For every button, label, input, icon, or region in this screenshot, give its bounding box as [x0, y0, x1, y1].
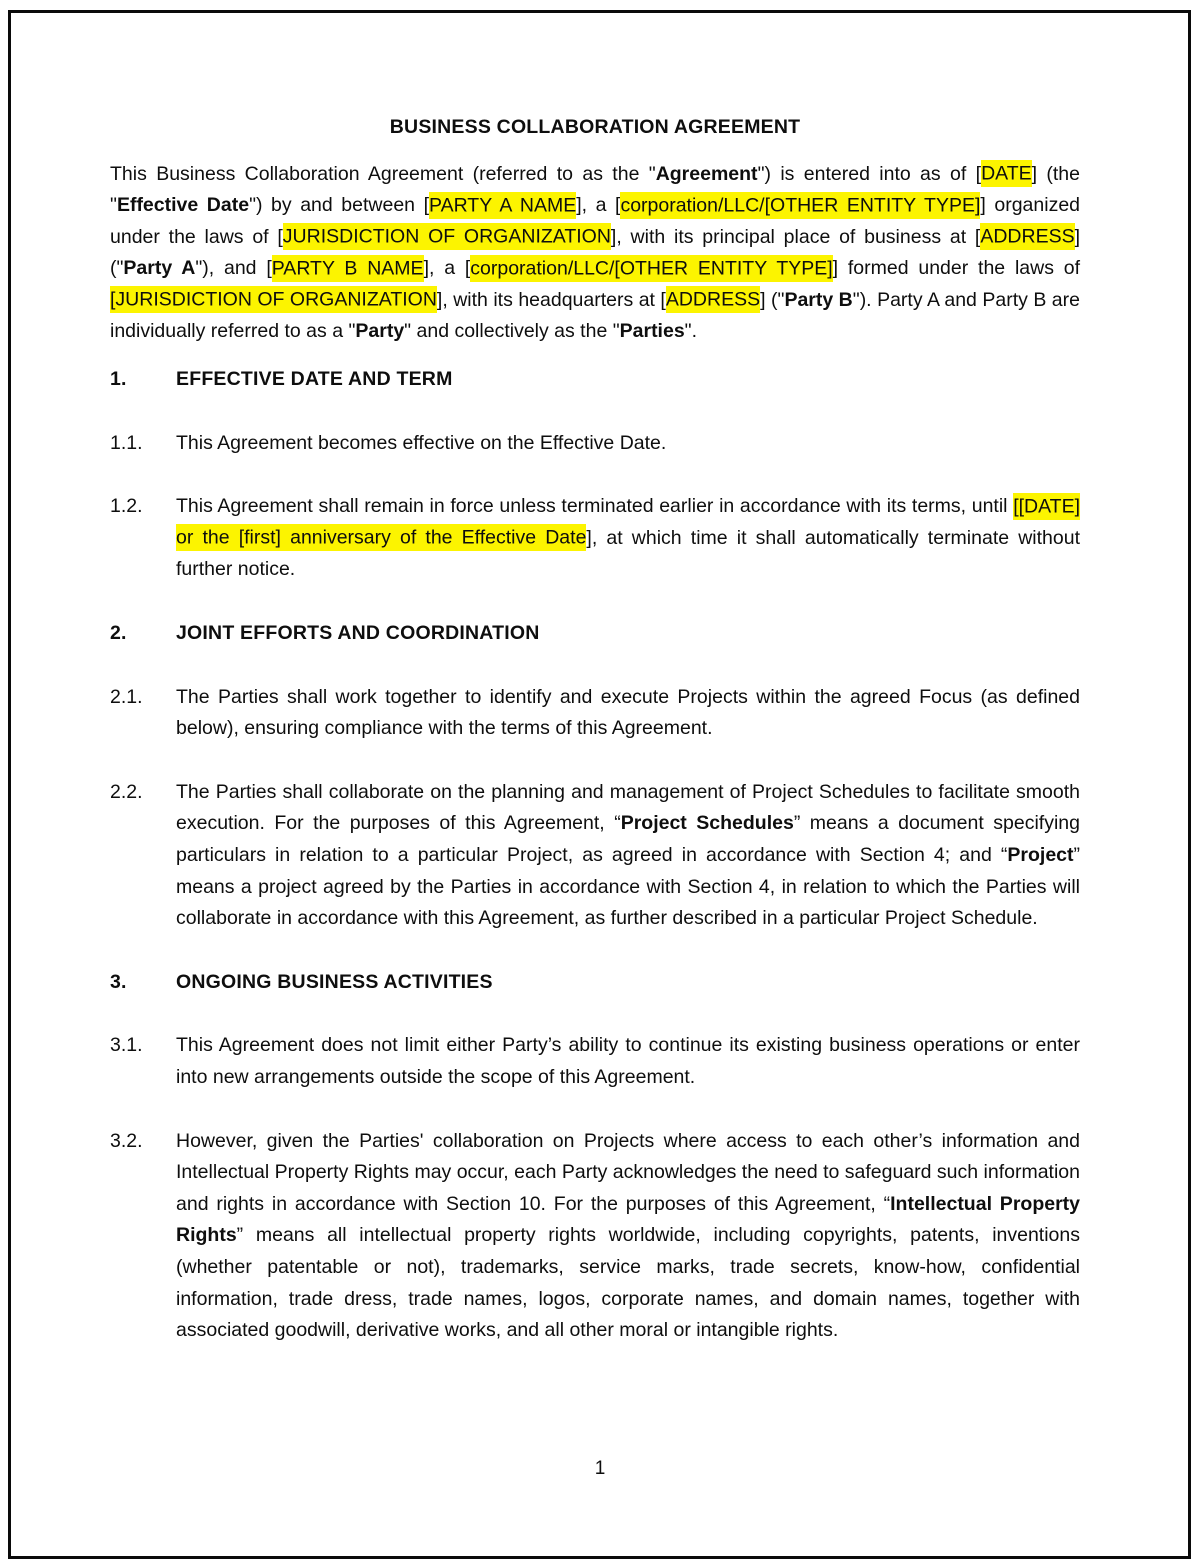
section-heading: JOINT EFFORTS AND COORDINATION: [176, 622, 540, 645]
clause-text: [176, 1030, 1080, 1093]
defined-term: Project: [1007, 844, 1074, 866]
clause-number: 1.2.: [110, 495, 143, 518]
text-run: ] formed under the laws of: [832, 257, 1081, 280]
section-number: 2.: [110, 622, 127, 645]
section-heading: ONGOING BUSINESS ACTIVITIES: [176, 970, 493, 993]
defined-term: Effective Date: [116, 194, 250, 217]
clause-text: [176, 428, 1080, 460]
section-number: 3.: [110, 970, 127, 993]
clause-text: [176, 491, 1080, 586]
text-run: However, given the Parties' collaboration on Projects where access to each other’s information and Intellectual Property Rights may occur, each Party acknowledges the need to safeguard such information and rights in accordance with Section 10. For the purposes of this Agreement, “: [176, 1129, 1080, 1215]
text-run: ” means all intellectual property rights worldwide, including copyrights, patents, inventions (whether patentable or not), trademarks, service marks, trade secrets, know-how, confidential information, trade dress, trade names, logos, corporate names, and domain names, together with associated goodwill, derivative works, and all other moral or intangible rights.: [176, 1224, 1080, 1342]
text-run: This Agreement shall remain in force unless terminated earlier in accordance with its terms, until: [176, 495, 1014, 518]
defined-term: Intellectual Property Rights: [176, 1192, 1080, 1247]
clause-row: [110, 777, 1080, 935]
clause-row: [110, 1126, 1080, 1347]
placeholder-highlight: [JURISDICTION OF ORGANIZATION: [110, 286, 437, 313]
clause-number: 3.1.: [110, 1034, 143, 1057]
text-run: ] (the ": [110, 162, 1081, 217]
text-run: "), and [: [195, 257, 272, 280]
placeholder-highlight: corporation/LLC/[OTHER ENTITY TYPE]: [470, 255, 832, 282]
defined-term: Party B: [784, 288, 853, 311]
placeholder-highlight: PARTY B NAME: [272, 255, 424, 282]
clause-row: [110, 491, 1080, 586]
defined-term: Party A: [123, 257, 196, 280]
clause-text: [176, 1126, 1080, 1347]
sections-container: [110, 364, 1080, 1347]
text-run: " and collectively as the ": [404, 320, 620, 343]
clause-text: [176, 682, 1080, 745]
defined-term: Party: [355, 320, 405, 343]
defined-term: Project Schedules: [620, 812, 794, 835]
clause-number: 3.2.: [110, 1129, 143, 1152]
clause-row: [110, 682, 1080, 745]
defined-term: Parties: [619, 320, 685, 343]
page-number: 1: [594, 1458, 606, 1479]
section-number: 1.: [110, 368, 127, 391]
document-title: BUSINESS COLLABORATION AGREEMENT: [389, 116, 801, 138]
text-run: ] (": [760, 288, 785, 311]
section-heading: EFFECTIVE DATE AND TERM: [176, 368, 453, 391]
text-run: This Agreement does not limit either Party’s ability to continue its existing business operations or enter into new arrangements outside the scope of this Agreement.: [176, 1034, 1080, 1088]
text-run: ], with its principal place of business at [: [610, 225, 981, 248]
placeholder-highlight: ADDRESS: [980, 223, 1074, 250]
clause-text: [176, 777, 1080, 935]
text-run: ") by and between [: [249, 194, 430, 217]
clause-row: [110, 1030, 1080, 1093]
placeholder-highlight: corporation/LLC/[OTHER ENTITY TYPE]: [620, 192, 980, 219]
text-run: ".: [684, 320, 698, 343]
clause-number: 2.1.: [110, 685, 143, 708]
placeholder-highlight: [[DATE] or the [first] anniversary of the Effective Date: [176, 493, 1080, 552]
section-heading-row: [110, 364, 1080, 396]
text-run: ], with its headquarters at [: [436, 288, 666, 311]
text-run: This Business Collaboration Agreement (referred to as the ": [110, 162, 656, 185]
text-run: This Agreement becomes effective on the Effective Date.: [176, 431, 667, 454]
defined-term: Agreement: [655, 162, 758, 185]
text-run: ” means a project agreed by the Parties in accordance with Section 4, in relation to which the Parties will collaborate in accordance with this Agreement, as further described in a particular Project Schedule.: [176, 844, 1080, 930]
text-run: ], a [: [576, 194, 621, 217]
text-run: ] organized under the laws of [: [110, 194, 1081, 248]
text-run: The Parties shall work together to identify and execute Projects within the agreed Focus (as defined below), ensuring compliance with the terms of this Agreement.: [176, 685, 1080, 740]
text-run: ], at which time it shall automatically terminate without further notice.: [176, 526, 1081, 581]
placeholder-highlight: PARTY A NAME: [429, 192, 576, 219]
intro-paragraph: [110, 159, 1080, 349]
placeholder-highlight: DATE: [981, 160, 1032, 187]
placeholder-highlight: JURISDICTION OF ORGANIZATION: [283, 223, 611, 250]
text-run: "). Party A and Party B are individually referred to as a ": [110, 288, 1080, 343]
text-run: The Parties shall collaborate on the planning and management of Project Schedules to facilitate smooth execution. For the purposes of this Agreement, “: [176, 780, 1080, 835]
text-run: ] (": [110, 225, 1081, 280]
clause-number: 2.2.: [110, 780, 143, 803]
clause-row: [110, 428, 1080, 460]
section-heading-row: [110, 618, 1080, 650]
text-run: ") is entered into as of [: [757, 162, 982, 185]
section-heading-row: [110, 967, 1080, 999]
page-content: [110, 112, 1080, 1347]
clause-number: 1.1.: [110, 431, 143, 454]
text-run: ], a [: [423, 257, 471, 280]
text-run: ” means a document specifying particulars in relation to a particular Project, as agreed in accordance with Section 4; and “: [176, 812, 1080, 866]
placeholder-highlight: ADDRESS: [666, 286, 760, 313]
